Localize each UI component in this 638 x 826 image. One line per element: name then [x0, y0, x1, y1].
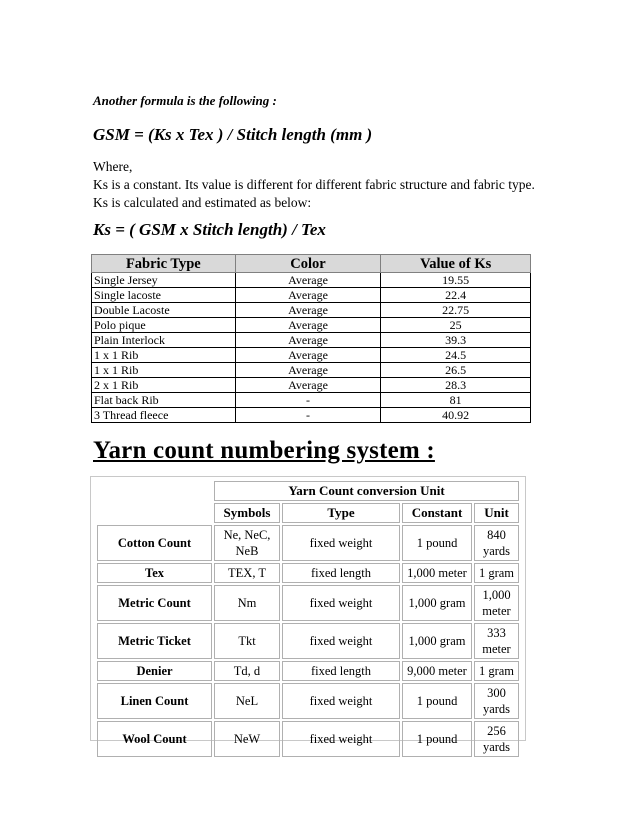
- header-fabric-type: Fabric Type: [92, 255, 236, 273]
- header-color: Color: [235, 255, 381, 273]
- color-cell: Average: [235, 363, 381, 378]
- ks-value-cell: 39.3: [381, 333, 531, 348]
- unit-cell-line: 333: [487, 626, 506, 640]
- unit-cell-line: 300: [487, 686, 506, 700]
- table-row: [97, 683, 519, 719]
- type-cell: fixed weight: [282, 623, 400, 659]
- type-cell: fixed length: [282, 661, 400, 681]
- type-cell: fixed weight: [282, 683, 400, 719]
- color-cell: -: [235, 393, 381, 408]
- constant-cell: 1 pound: [402, 525, 472, 561]
- ks-value-cell: 81: [381, 393, 531, 408]
- color-cell: Average: [235, 378, 381, 393]
- ks-value-cell: 25: [381, 318, 531, 333]
- table-row: [92, 273, 531, 288]
- type-cell: fixed length: [282, 563, 400, 583]
- symbols-cell-line: NeW: [233, 732, 261, 746]
- type-cell: fixed weight: [282, 721, 400, 757]
- ks-value-cell: 22.4: [381, 288, 531, 303]
- constant-cell: 1 pound: [402, 721, 472, 757]
- symbols-cell-line: NeB: [235, 544, 259, 558]
- table-row: [97, 721, 519, 757]
- unit-cell: [474, 661, 519, 681]
- yarn-title-row: [97, 481, 519, 501]
- unit-cell: [474, 721, 519, 757]
- header-type: Type: [282, 503, 400, 523]
- yarn-table-title: Yarn Count conversion Unit: [214, 481, 519, 501]
- unit-cell: [474, 563, 519, 583]
- yarn-count-table: [95, 479, 521, 759]
- ks-value-cell: 28.3: [381, 378, 531, 393]
- color-cell: Average: [235, 318, 381, 333]
- fabric-type-cell: Flat back Rib: [92, 393, 236, 408]
- ks-calculation-line: Ks is calculated and estimated as below:: [93, 195, 312, 210]
- symbols-cell: [214, 585, 280, 621]
- color-cell: Average: [235, 303, 381, 318]
- header-constant: Constant: [402, 503, 472, 523]
- unit-cell-line: 256: [487, 724, 506, 738]
- unit-cell: [474, 585, 519, 621]
- table-row: [97, 563, 519, 583]
- ks-header-row: [92, 255, 531, 273]
- fabric-type-cell: 2 x 1 Rib: [92, 378, 236, 393]
- ks-formula: Ks = ( GSM x Stitch length) / Tex: [93, 220, 326, 239]
- count-system-name: Tex: [97, 563, 212, 583]
- count-system-name: Wool Count: [97, 721, 212, 757]
- ks-value-cell: 19.55: [381, 273, 531, 288]
- symbols-cell-line: Nm: [237, 596, 257, 610]
- symbols-cell: [214, 525, 280, 561]
- symbols-cell-line: NeL: [235, 694, 259, 708]
- symbols-cell-line: Ne, NeC,: [223, 528, 271, 542]
- symbols-cell-line: Td, d: [233, 664, 261, 678]
- ks-value-cell: 40.92: [381, 408, 531, 423]
- table-row: [92, 288, 531, 303]
- table-row: [97, 585, 519, 621]
- type-cell: fixed weight: [282, 525, 400, 561]
- table-row: [92, 333, 531, 348]
- fabric-type-cell: 1 x 1 Rib: [92, 363, 236, 378]
- unit-cell-line: 1,000: [482, 588, 511, 602]
- fabric-type-cell: 1 x 1 Rib: [92, 348, 236, 363]
- symbols-cell-line: Tkt: [238, 634, 256, 648]
- gsm-formula: GSM = (Ks x Tex ) / Stitch length (mm ): [93, 125, 373, 144]
- symbols-cell-line: TEX, T: [228, 566, 266, 580]
- unit-cell-line: yards: [482, 702, 511, 716]
- fabric-type-cell: Double Lacoste: [92, 303, 236, 318]
- symbols-cell: [214, 563, 280, 583]
- table-row: [92, 318, 531, 333]
- ks-description-line: Ks is a constant. Its value is different for different fabric structure and fabric type.: [93, 177, 535, 192]
- color-cell: Average: [235, 288, 381, 303]
- symbols-cell: [214, 661, 280, 681]
- table-row: [97, 623, 519, 659]
- unit-cell-line: 1 gram: [478, 664, 515, 678]
- constant-cell: 9,000 meter: [402, 661, 472, 681]
- unit-cell-line: yards: [482, 544, 511, 558]
- ks-value-cell: 22.75: [381, 303, 531, 318]
- count-system-name: Cotton Count: [97, 525, 212, 561]
- symbols-cell: [214, 623, 280, 659]
- unit-cell-line: yards: [482, 740, 511, 754]
- unit-cell-line: 1 gram: [478, 566, 515, 580]
- table-row: [92, 378, 531, 393]
- ks-value-cell: 24.5: [381, 348, 531, 363]
- count-system-name: Linen Count: [97, 683, 212, 719]
- table-row: [97, 525, 519, 561]
- header-ks-value: Value of Ks: [381, 255, 531, 273]
- constant-cell: 1,000 gram: [402, 623, 472, 659]
- header-unit: Unit: [474, 503, 519, 523]
- where-line: Where,: [93, 159, 133, 174]
- table-row: [97, 661, 519, 681]
- table-row: [92, 348, 531, 363]
- fabric-type-cell: Single Jersey: [92, 273, 236, 288]
- constant-cell: 1 pound: [402, 683, 472, 719]
- color-cell: Average: [235, 333, 381, 348]
- table-row: [92, 408, 531, 423]
- unit-cell: [474, 525, 519, 561]
- table-row: [92, 393, 531, 408]
- table-row: [92, 303, 531, 318]
- unit-cell-line: meter: [482, 642, 511, 656]
- type-cell: fixed weight: [282, 585, 400, 621]
- yarn-count-table-frame: [90, 476, 526, 754]
- ks-value-cell: 26.5: [381, 363, 531, 378]
- fabric-type-cell: 3 Thread fleece: [92, 408, 236, 423]
- unit-cell-line: 840: [487, 528, 506, 542]
- symbols-cell: [214, 721, 280, 757]
- unit-cell-line: meter: [482, 604, 511, 618]
- constant-cell: 1,000 gram: [402, 585, 472, 621]
- color-cell: Average: [235, 273, 381, 288]
- header-symbols: Symbols: [214, 503, 280, 523]
- constant-cell: 1,000 meter: [402, 563, 472, 583]
- fabric-type-cell: Single lacoste: [92, 288, 236, 303]
- symbols-cell: [214, 683, 280, 719]
- count-system-name: Metric Ticket: [97, 623, 212, 659]
- count-system-name: Metric Count: [97, 585, 212, 621]
- unit-cell: [474, 683, 519, 719]
- section-heading: Yarn count numbering system :: [93, 437, 435, 464]
- table-row: [92, 363, 531, 378]
- fabric-type-cell: Polo pique: [92, 318, 236, 333]
- unit-cell: [474, 623, 519, 659]
- intro-text: Another formula is the following :: [93, 93, 277, 108]
- count-system-name: Denier: [97, 661, 212, 681]
- ks-values-table: [91, 254, 531, 423]
- color-cell: Average: [235, 348, 381, 363]
- color-cell: -: [235, 408, 381, 423]
- yarn-header-row: [97, 503, 519, 523]
- fabric-type-cell: Plain Interlock: [92, 333, 236, 348]
